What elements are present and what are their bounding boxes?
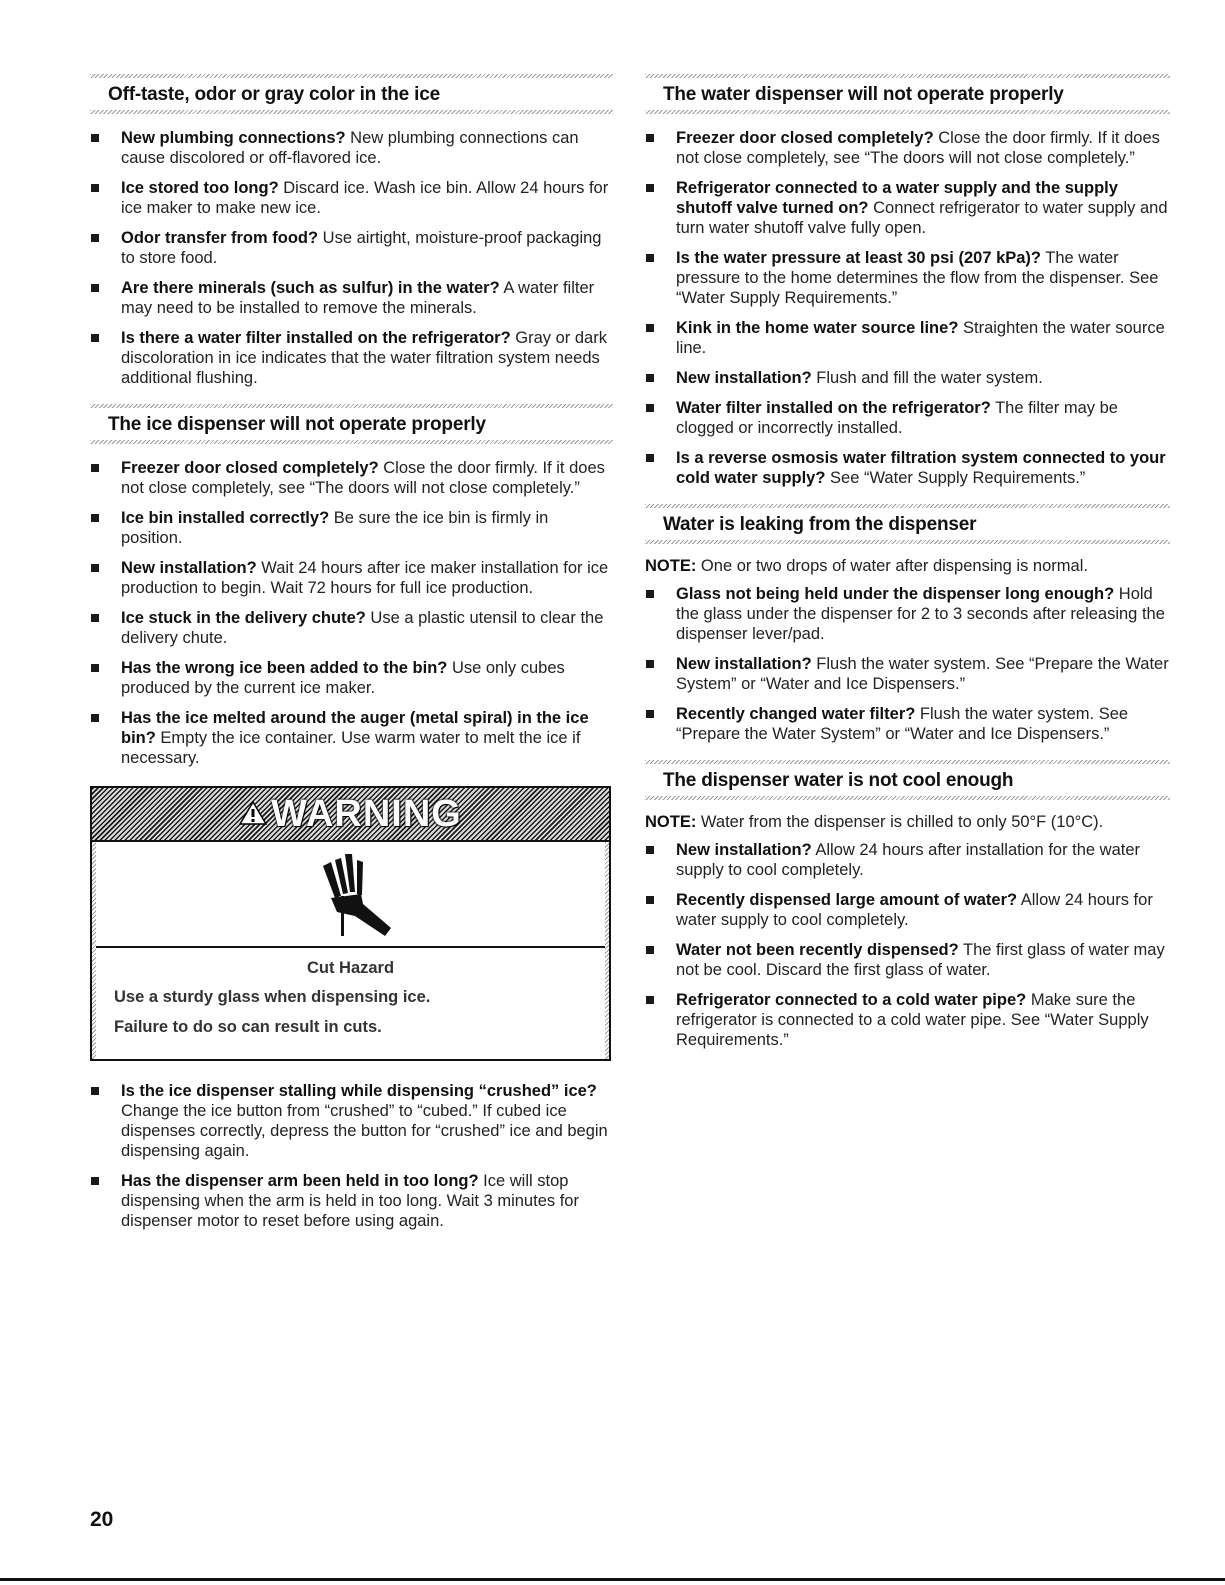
section-title: Water is leaking from the dispenser [645,504,1170,544]
list-item [90,708,613,768]
question: New plumbing connections? [121,129,346,147]
question: Kink in the home water source line? [676,319,959,337]
list-item [90,608,613,648]
note [645,556,1170,576]
list-item [645,840,1170,880]
answer: Ice will stop dispensing when the arm is held in too long. Wait 3 minutes for dispenser motor to reset before using again. [121,1172,579,1230]
list-item [90,328,613,388]
answer: Flush the water system. See “Prepare the Water System” or “Water and Ice Dispensers.” [676,705,1129,743]
cut-hazard-hand-icon [301,846,401,942]
section-title: The ice dispenser will not operate properly [90,404,613,444]
right-column [645,74,1170,1066]
list-item [645,398,1170,438]
question: Ice stored too long? [121,179,279,197]
warning-icon-area [96,842,605,948]
question: Refrigerator connected to a cold water pipe? [676,991,1027,1009]
list-item [645,990,1170,1050]
troubleshoot-list [645,584,1170,744]
note-text: Water from the dispenser is chilled to only 50°F (10°C). [696,813,1104,831]
answer: Wait 24 hours after ice maker installation for ice production to begin. Wait 72 hours for full ice production. [121,559,609,597]
section-title: Off-taste, odor or gray color in the ice [90,74,613,114]
list-item [90,508,613,548]
answer: Gray or dark discoloration in ice indicates that the water filtration system needs additional flushing. [121,329,607,387]
answer: Discard ice. Wash ice bin. Allow 24 hours for ice maker to make new ice. [121,179,609,217]
question: New installation? [676,841,812,859]
question: Water not been recently dispensed? [676,941,959,959]
section-title: The dispenser water is not cool enough [645,760,1170,800]
question: Ice stuck in the delivery chute? [121,609,366,627]
note [645,812,1170,832]
question: Freezer door closed completely? [676,129,934,147]
question: Has the wrong ice been added to the bin? [121,659,448,677]
answer: New plumbing connections can cause discolored or off-flavored ice. [121,129,579,167]
note-label: NOTE: [645,813,697,831]
question: Has the dispenser arm been held in too long? [121,1172,479,1190]
answer: Use only cubes produced by the current ice maker. [121,659,565,697]
answer: Straighten the water source line. [676,319,1165,357]
left-column [90,74,613,1247]
answer: Close the door firmly. If it does not close completely, see “The doors will not close completely.” [121,459,605,497]
list-item [645,584,1170,644]
question: Refrigerator connected to a water supply and the supply shutoff valve turned on? [676,179,1118,217]
question: Is there a water filter installed on the refrigerator? [121,329,511,347]
question: Is the water pressure at least 30 psi (207 kPa)? [676,249,1042,267]
warning-triangle-icon [239,800,267,826]
answer: Use a plastic utensil to clear the delivery chute. [121,609,604,647]
list-item [645,654,1170,694]
list-item [90,1081,613,1161]
list-item [90,278,613,318]
answer: The first glass of water may not be cool. Discard the first glass of water. [676,941,1165,979]
warning-title: Cut Hazard [306,959,395,977]
question: Recently changed water filter? [676,705,916,723]
troubleshoot-list [90,458,613,768]
question: New installation? [676,369,812,387]
question: Water filter installed on the refrigerator? [676,399,991,417]
list-item [645,248,1170,308]
question: Is the ice dispenser stalling while dispensing “crushed” ice? [121,1082,597,1100]
warning-line: Use a sturdy glass when dispensing ice. [114,988,431,1006]
troubleshoot-list [645,840,1170,1050]
answer: Hold the glass under the dispenser for 2 to 3 seconds after releasing the dispenser lever/pad. [676,585,1165,643]
list-item [90,558,613,598]
list-item [90,228,613,268]
list-item [645,940,1170,980]
answer: A water filter may need to be installed to remove the minerals. [121,279,595,317]
page-number: 20 [90,1508,114,1531]
question: Are there minerals (such as sulfur) in the water? [121,279,500,297]
list-item [90,1171,613,1231]
list-item [645,890,1170,930]
list-item [90,128,613,168]
answer: Change the ice button from “crushed” to “cubed.” If cubed ice dispenses correctly, depress the button for “crushed” ice and begin dispensing again. [121,1102,608,1160]
list-item [90,458,613,498]
answer: Empty the ice container. Use warm water to melt the ice if necessary. [121,729,581,767]
question: New installation? [121,559,257,577]
list-item [90,178,613,218]
warning-line: Failure to do so can result in cuts. [114,1018,382,1036]
question: Ice bin installed correctly? [121,509,330,527]
question: Is a reverse osmosis water filtration system connected to your cold water supply? [676,449,1166,487]
list-item [645,704,1170,744]
question: Has the ice melted around the auger (metal spiral) in the ice bin? [121,709,589,747]
answer: Flush and fill the water system. [811,369,1043,387]
question: Recently dispensed large amount of water? [676,891,1018,909]
list-item [645,178,1170,238]
list-item [645,368,1170,388]
answer: The filter may be clogged or incorrectly installed. [676,399,1118,437]
troubleshoot-list [645,128,1170,488]
warning-banner [92,788,609,842]
question: New installation? [676,655,812,673]
warning-box [90,786,611,1061]
section-title: The water dispenser will not operate properly [645,74,1170,114]
answer: Be sure the ice bin is firmly in position. [121,509,549,547]
list-item [645,128,1170,168]
answer: Connect refrigerator to water supply and turn water shutoff valve fully open. [676,199,1168,237]
answer: Allow 24 hours for water supply to cool completely. [676,891,1153,929]
warning-banner-label: WARNING [271,792,462,835]
troubleshoot-list [90,128,613,388]
list-item [645,448,1170,488]
question: Freezer door closed completely? [121,459,379,477]
answer: The water pressure to the home determines the flow from the dispenser. See “Water Supply Requirements.” [676,249,1159,307]
question: Odor transfer from food? [121,229,319,247]
answer: Close the door firmly. If it does not close completely, see “The doors will not close completely.” [676,129,1160,167]
note-label: NOTE: [645,557,697,575]
answer: Allow 24 hours after installation for the water supply to cool completely. [676,841,1141,879]
note-text: One or two drops of water after dispensing is normal. [696,557,1088,575]
answer: Use airtight, moisture-proof packaging to store food. [121,229,602,267]
answer: See “Water Supply Requirements.” [825,469,1086,487]
list-item [90,658,613,698]
footer-rule [0,1578,1225,1581]
answer: Flush the water system. See “Prepare the Water System” or “Water and Ice Dispensers.” [676,655,1169,693]
troubleshoot-list [90,1081,613,1231]
warning-body [92,842,609,1059]
answer: Make sure the refrigerator is connected to a cold water pipe. See “Water Supply Requirements.” [676,991,1149,1049]
question: Glass not being held under the dispenser long enough? [676,585,1115,603]
list-item [645,318,1170,358]
